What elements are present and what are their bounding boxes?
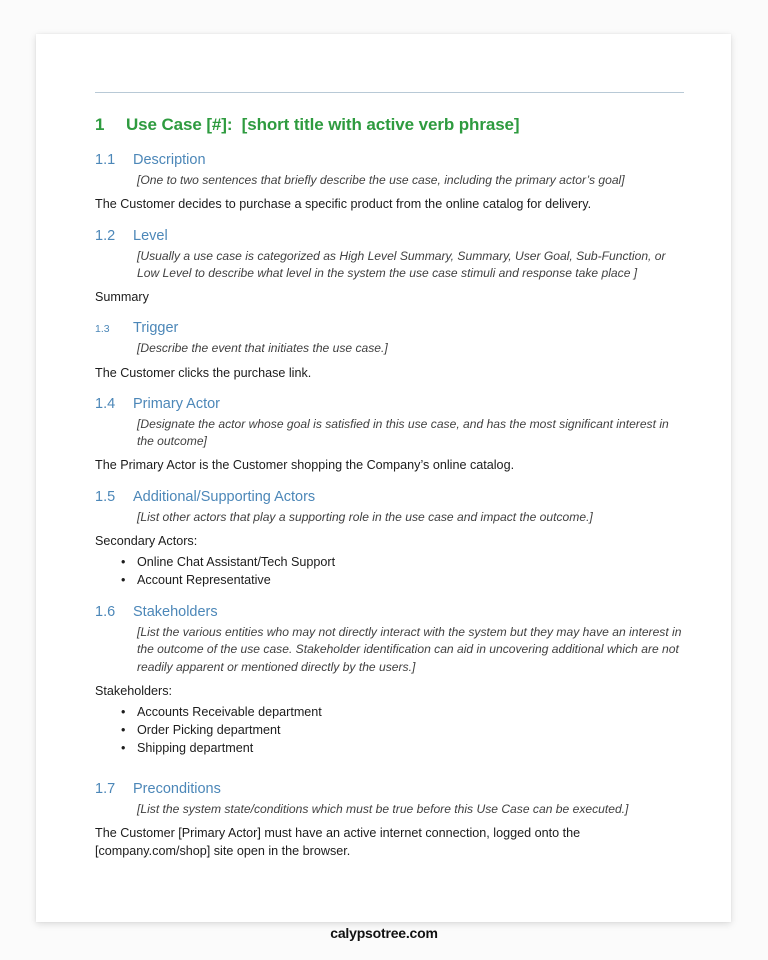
section-lead: Stakeholders: (95, 683, 173, 698)
spacer (95, 772, 684, 781)
section-body: The Customer [Primary Actor] must have an active internet connection, logged onto the [company.com/shop] site open in the browser. (95, 825, 581, 859)
section-trigger (95, 320, 684, 382)
section-heading-level (95, 228, 684, 244)
section-additional-actors (95, 489, 684, 590)
list-item (121, 722, 684, 740)
section-number: 1.4 (95, 395, 116, 412)
section-primary-actor (95, 396, 684, 475)
bullet-icon: • (121, 573, 126, 588)
section-number: 1.1 (95, 152, 116, 168)
section-title: Additional/Supporting Actors (133, 488, 316, 505)
bullet-icon: • (121, 705, 126, 720)
section-title: Trigger (133, 320, 179, 337)
list-item (121, 704, 684, 722)
section-number: 1.7 (95, 780, 116, 797)
section-title: Primary Actor (133, 395, 221, 412)
section-body: The Customer clicks the purchase link. (95, 365, 312, 380)
list-item (121, 554, 684, 572)
document-page (36, 34, 731, 922)
section-hint: [Usually a use case is categorized as High Level Summary, Summary, User Goal, Sub-Function, or Low Level to describe what level in the system the use case stimuli and response take place ] (137, 248, 666, 280)
bullet-icon: • (121, 740, 126, 755)
section-heading-additional-actors (95, 489, 684, 505)
section-description (95, 152, 684, 214)
stakeholders-list (95, 704, 684, 758)
list-item (121, 572, 684, 590)
section-title: Description (133, 152, 206, 168)
section-number: 1.6 (95, 603, 116, 620)
section-title: Level (133, 227, 168, 244)
bullet-icon: • (121, 555, 126, 570)
section-title: Preconditions (133, 780, 221, 797)
section-heading-preconditions (95, 781, 684, 797)
section-heading-primary-actor (95, 396, 684, 412)
section-number: 1.5 (95, 488, 116, 505)
section-lead: Secondary Actors: (95, 533, 198, 548)
page-title-number: 1 (95, 115, 105, 134)
section-preconditions (95, 781, 684, 861)
document-content (95, 92, 684, 874)
section-heading-description (95, 152, 684, 168)
secondary-actors-list (95, 554, 684, 590)
section-heading-stakeholders (95, 604, 684, 620)
section-hint: [Designate the actor whose goal is satisfied in this use case, and has the most significant interest in the outcome] (137, 416, 669, 449)
list-item-label: Online Chat Assistant/Tech Support (137, 555, 336, 570)
page-title (95, 115, 684, 135)
section-hint: [List the system state/conditions which must be true before this Use Case can be executed.] (137, 801, 629, 816)
header-divider (95, 92, 684, 93)
section-hint: [One to two sentences that briefly describe the use case, including the primary actor’s goal] (137, 173, 625, 187)
section-title: Stakeholders (133, 603, 218, 620)
section-hint: [List the various entities who may not directly interact with the system but they may have an interest in the outcome of the use case. Stakeholder identification can aid in uncovering additional which are not readily apparent or mentioned directly by the users.] (137, 624, 682, 674)
list-item-label: Account Representative (137, 573, 271, 588)
section-number: 1.3 (95, 323, 110, 336)
list-item-label: Accounts Receivable department (137, 705, 322, 720)
bullet-icon: • (121, 722, 126, 737)
section-body: The Customer decides to purchase a specific product from the online catalog for delivery. (95, 197, 592, 212)
list-item (121, 740, 684, 758)
section-heading-trigger (95, 320, 684, 336)
section-level (95, 228, 684, 307)
page-title-text: Use Case [#]: [short title with active verb phrase] (126, 115, 520, 134)
section-body: The Primary Actor is the Customer shopping the Company’s online catalog. (95, 458, 515, 473)
section-hint: [List other actors that play a supporting role in the use case and impact the outcome.] (137, 509, 593, 524)
footer-watermark: calypsotree.com (330, 925, 438, 941)
list-item-label: Shipping department (137, 740, 254, 755)
section-hint: [Describe the event that initiates the use case.] (137, 341, 388, 356)
section-stakeholders (95, 604, 684, 758)
section-number: 1.2 (95, 227, 116, 244)
list-item-label: Order Picking department (137, 722, 281, 737)
section-body: Summary (95, 290, 149, 305)
